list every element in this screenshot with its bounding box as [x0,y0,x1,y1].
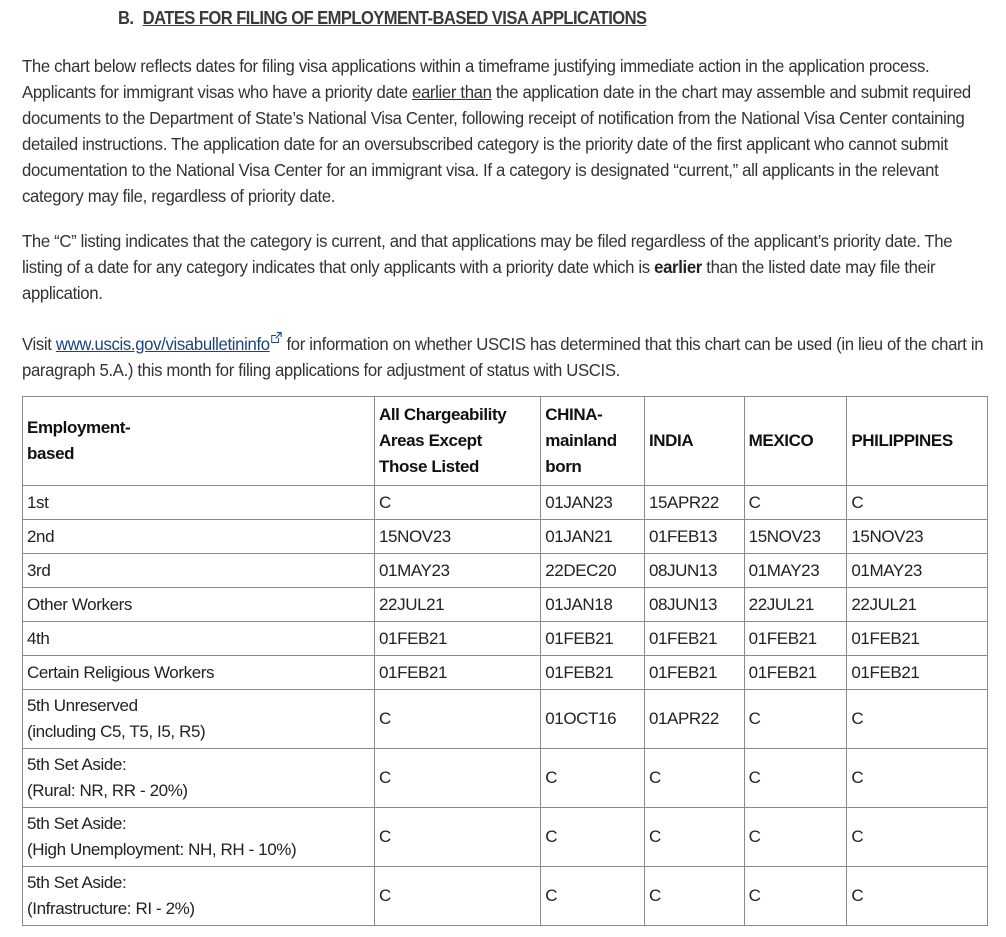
cell-india: 01FEB21 [644,656,744,690]
cell-philippines: C [847,749,988,808]
row-label: 5th Set Aside: (Rural: NR, RR - 20%) [23,749,375,808]
header-india: INDIA [644,397,744,486]
cell-philippines: C [847,867,988,926]
cell-india: 15APR22 [644,486,744,520]
cell-china: C [541,808,645,867]
row-label: 4th [23,622,375,656]
table-row [23,520,988,554]
row-label: Certain Religious Workers [23,656,375,690]
cell-china: C [541,867,645,926]
table-row [23,690,988,749]
intro-underlined-text: earlier than [411,82,492,102]
current-listing-paragraph [22,228,987,306]
row-label: 1st [23,486,375,520]
row-label: Other Workers [23,588,375,622]
cell-india: 08JUN13 [644,554,744,588]
section-title: DATES FOR FILING OF EMPLOYMENT-BASED VISA APPLICATIONS [142,8,647,28]
cell-philippines: 15NOV23 [847,520,988,554]
row-label: 5th Set Aside: (Infrastructure: RI - 2%) [23,867,375,926]
cell-philippines: 22JUL21 [847,588,988,622]
table-row [23,749,988,808]
header-mexico: MEXICO [744,397,847,486]
cell-china: 01JAN18 [541,588,645,622]
intro-paragraph [22,53,987,209]
row-label: 5th Set Aside: (High Unemployment: NH, RH - 10%) [23,808,375,867]
cell-all-chargeability: 15NOV23 [374,520,540,554]
cell-mexico: 01MAY23 [744,554,847,588]
uscis-visabulletin-link[interactable]: www.uscis.gov/visabulletininfo [55,334,270,354]
row-label: 2nd [23,520,375,554]
cell-philippines: C [847,690,988,749]
table-row [23,656,988,690]
cell-all-chargeability: 22JUL21 [374,588,540,622]
cell-china: 01FEB21 [541,622,645,656]
header-all-chargeability: All Chargeability Areas Except Those Listed [374,397,540,486]
cell-india: 01APR22 [644,690,744,749]
cell-china: 22DEC20 [541,554,645,588]
cell-all-chargeability: 01FEB21 [374,656,540,690]
cell-mexico: 01FEB21 [744,622,847,656]
cell-china: 01JAN21 [541,520,645,554]
listing-text-2: than the listed date may file their application. [22,257,936,303]
header-employment-based: Employment- based [23,397,375,486]
cell-mexico: 22JUL21 [744,588,847,622]
cell-philippines: 01FEB21 [847,622,988,656]
cell-mexico: C [744,486,847,520]
cell-india: C [644,867,744,926]
employment-dates-table [22,396,988,926]
cell-china: C [541,749,645,808]
cell-mexico: C [744,749,847,808]
cell-china: 01OCT16 [541,690,645,749]
uscis-paragraph [22,325,987,383]
cell-india: C [644,749,744,808]
table-row [23,622,988,656]
listing-text-1: The “C” listing indicates that the category is current, and that applications may be filed regardless of the applicant’s priority date. The listing of a date for any category indicates that only applicants with a priority date which is [22,231,953,277]
table-header-row [23,397,988,486]
uscis-text-1: Visit [22,334,56,354]
cell-philippines: C [847,486,988,520]
cell-mexico: 15NOV23 [744,520,847,554]
external-link-icon[interactable] [271,325,282,337]
table-row [23,588,988,622]
cell-china: 01FEB21 [541,656,645,690]
cell-mexico: C [744,867,847,926]
section-prefix: B. [118,8,134,28]
cell-mexico: 01FEB21 [744,656,847,690]
cell-all-chargeability: 01FEB21 [374,622,540,656]
header-philippines: PHILIPPINES [847,397,988,486]
cell-all-chargeability: C [374,749,540,808]
header-china: CHINA- mainland born [541,397,645,486]
cell-india: C [644,808,744,867]
cell-india: 01FEB21 [644,622,744,656]
row-label: 3rd [23,554,375,588]
cell-philippines: 01FEB21 [847,656,988,690]
table-row [23,486,988,520]
row-label: 5th Unreserved (including C5, T5, I5, R5) [23,690,375,749]
cell-mexico: C [744,808,847,867]
cell-all-chargeability: C [374,486,540,520]
table-row [23,554,988,588]
intro-text-2: the application date in the chart may assemble and submit required documents to the Department of State’s National Visa Center, following receipt of notification from the National Visa Center containing detailed instructions. The application date for an oversubscribed category is the priority date of the first applicant who cannot submit documentation to the National Visa Center for an immigrant visa. If a category is designated “current,” all applicants in the relevant category may file, regardless of priority date. [22,82,971,206]
cell-philippines: C [847,808,988,867]
intro-text-1: The chart below reflects dates for filing visa applications within a timeframe justifying immediate action in the application process. Applicants for immigrant visas who have a priority date [22,56,930,102]
table-row [23,808,988,867]
cell-all-chargeability: C [374,808,540,867]
cell-all-chargeability: 01MAY23 [374,554,540,588]
cell-india: 01FEB13 [644,520,744,554]
cell-all-chargeability: C [374,867,540,926]
cell-china: 01JAN23 [541,486,645,520]
table-row [23,867,988,926]
section-heading [118,8,646,29]
cell-india: 08JUN13 [644,588,744,622]
cell-mexico: C [744,690,847,749]
cell-philippines: 01MAY23 [847,554,988,588]
uscis-text-2: for information on whether USCIS has determined that this chart can be used (in lieu of the chart in paragraph 5.A.) this month for filing applications for adjustment of status with USCIS. [22,334,984,380]
cell-all-chargeability: C [374,690,540,749]
listing-bold-text: earlier [654,257,702,277]
